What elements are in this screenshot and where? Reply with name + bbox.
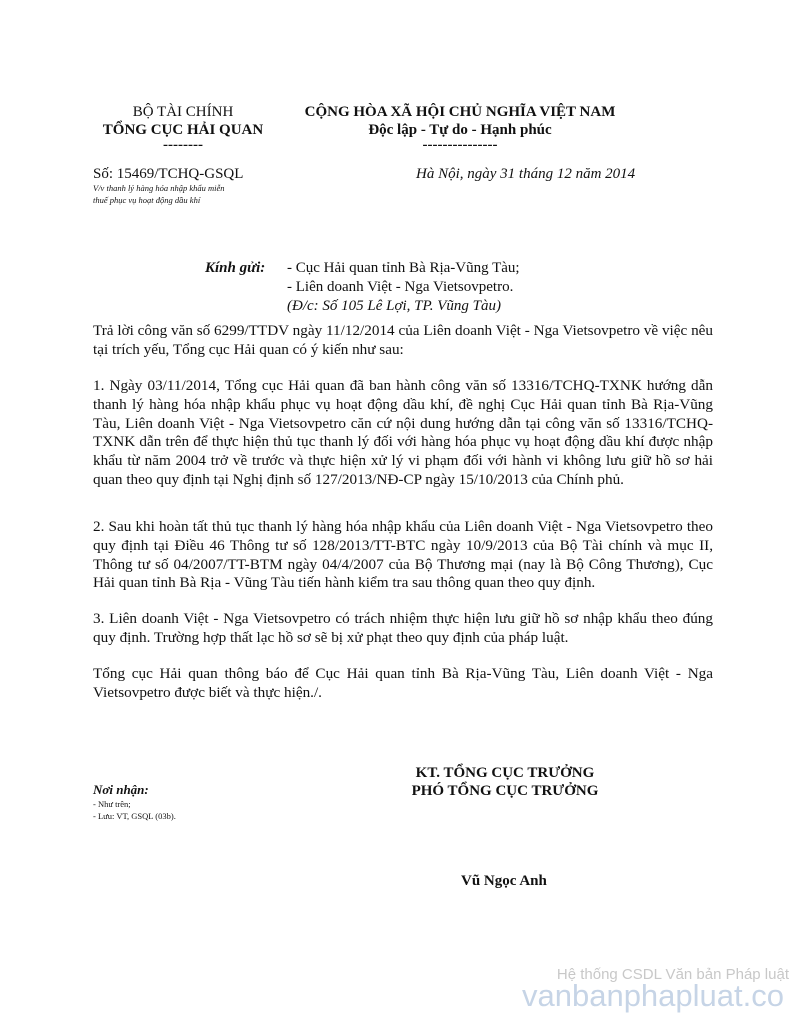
recipients-label: Kính gửi: [205,260,266,276]
subject-line-2: thuế phục vụ hoạt động dầu khí [93,195,201,205]
recipient-2: - Liên doanh Việt - Nga Vietsovpetro. [287,279,514,295]
document-number: Số: 15469/TCHQ-GSQL [93,166,244,182]
signature-title-2: PHÓ TỔNG CỤC TRƯỞNG [411,783,599,799]
signature-title [380,764,630,800]
noi-nhan-label: Nơi nhận: [93,782,149,797]
point-2-paragraph: 2. Sau khi hoàn tất thủ tục thanh lý hàng hóa nhập khẩu của Liên doanh Việt - Nga Vietsovpetro theo quy định tại Điều 46 Thông tư số 128/2013/TT-BTC ngày 10/9/2013 của Bộ Tài chính và mục II, Thông tư số 04/2007/TT-BTM ngày 04/4/2007 của Bộ Thương mại (nay là Bộ Công Thương), Cục Hải quan tỉnh Bà Rịa - Vũng Tàu tiến hành kiểm tra sau thông quan theo quy định. [93,518,713,592]
department-name: TỔNG CỤC HẢI QUAN [102,122,264,138]
watermark-line-1: Hệ thống CSDL Văn bản Pháp luật [556,966,789,983]
point-1-paragraph: 1. Ngày 03/11/2014, Tổng cục Hải quan đã ban hành công văn số 13316/TCHQ-TXNK hướng dẫn thanh lý hàng hóa nhập khẩu phục vụ hoạt động dầu khí, đề nghị Cục Hải quan tỉnh Bà Rịa-Vũng Tàu, Liên doanh Việt - Nga Vietsovpetro căn cứ nội dung hướng dẫn tại công văn số 13316/TCHQ-TXNK dẫn trên để thực hiện thủ tục thanh lý đối với hàng hóa phục vụ hoạt động dầu khí được nhập khẩu từ năm 2004 trở về trước và thực hiện xử lý vi phạm đối với hành vi không lưu giữ hồ sơ hải quan theo quy định tại Nghị định số 127/2013/NĐ-CP ngày 15/10/2013 của Chính phủ. [93,377,713,488]
watermark-line-2: vanbanphapluat.co [521,978,784,1013]
closing-paragraph: Tổng cục Hải quan thông báo để Cục Hải quan tỉnh Bà Rịa-Vũng Tàu, Liên doanh Việt - Nga Vietsovpetro được biết và thực hiện./. [93,665,713,701]
recipient-1: - Cục Hải quan tỉnh Bà Rịa-Vũng Tàu; [287,260,520,276]
right-header [285,103,635,151]
motto-rule: --------------- [422,137,498,153]
recipient-address: (Đ/c: Số 105 Lê Lợi, TP. Vũng Tàu) [287,298,501,314]
noi-nhan-item-2: - Lưu: VT, GSQL (03b). [93,811,176,821]
intro-paragraph: Trả lời công văn số 6299/TTDV ngày 11/12/2014 của Liên doanh Việt - Nga Vietsovpetro về việc nêu tại trích yếu, Tổng cục Hải quan có ý kiến như sau: [93,322,713,358]
country-name: CỘNG HÒA XÃ HỘI CHỦ NGHĨA VIỆT NAM [304,104,616,120]
left-header [93,103,273,151]
subject-line-1: V/v thanh lý hàng hóa nhập khẩu miễn [93,183,225,193]
place-date: Hà Nội, ngày 31 tháng 12 năm 2014 [416,166,636,182]
noi-nhan-item-1: - Như trên; [93,799,131,809]
signer-name: Vũ Ngọc Anh [461,873,547,889]
signature-title-1: KT. TỔNG CỤC TRƯỞNG [415,765,595,781]
point-3-paragraph: 3. Liên doanh Việt - Nga Vietsovpetro có trách nhiệm thực hiện lưu giữ hồ sơ nhập khẩu theo đúng quy định. Trường hợp thất lạc hồ sơ sẽ bị xử phạt theo quy định của pháp luật. [93,610,713,646]
ministry-name: BỘ TÀI CHÍNH [132,104,234,120]
motto: Độc lập - Tự do - Hạnh phúc [368,122,552,138]
department-rule: -------- [163,137,203,153]
